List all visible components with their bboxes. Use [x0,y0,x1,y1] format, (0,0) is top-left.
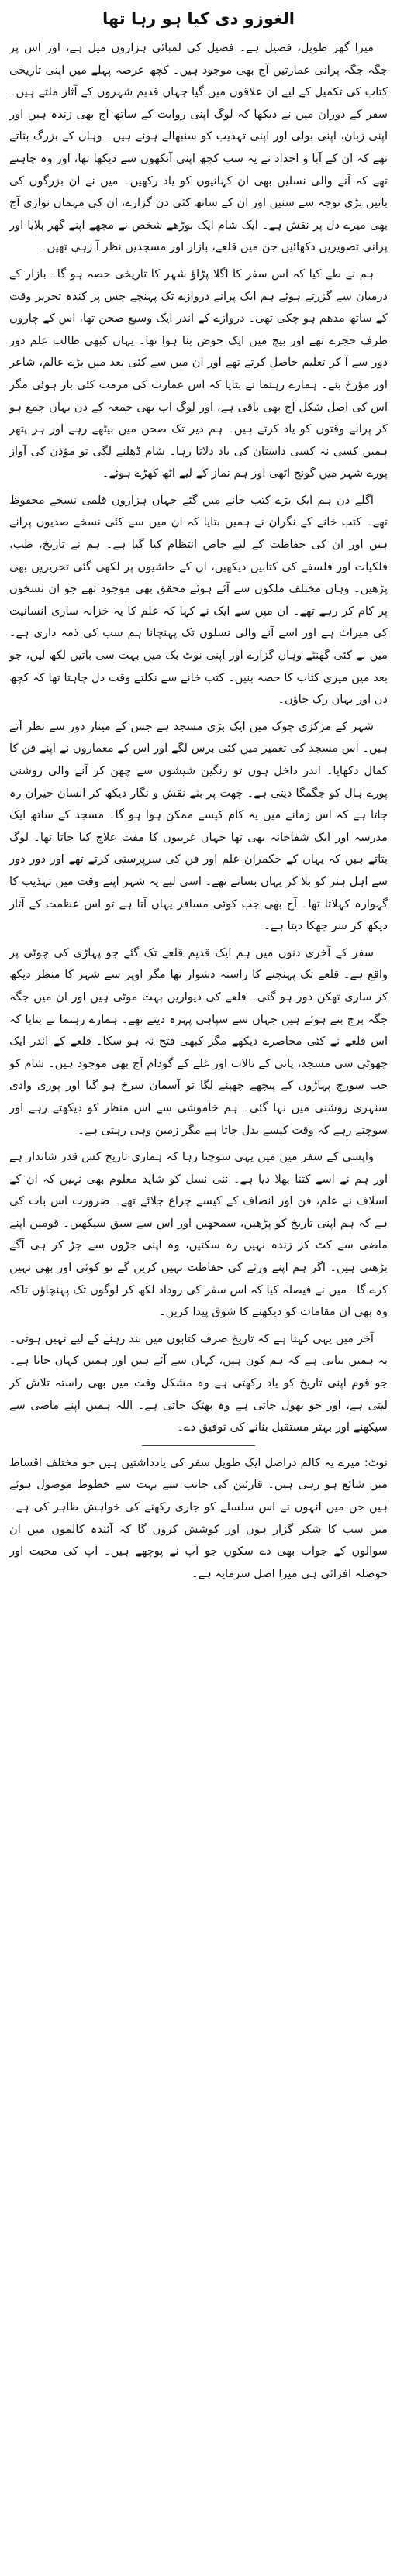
article-title: الغوزو دی کیا ہو رہا تھا [102,9,295,28]
section-divider [142,1445,255,1446]
article-paragraph: سفر کے آخری دنوں میں ہم ایک قدیم قلعے تک گئے جو پہاڑی کی چوٹی پر واقع ہے۔ قلعے تک پہنچنے کا راستہ دشوار تھا مگر اوپر سے شہر کا منظر دیکھ کر ساری تھکن دور ہو گئی۔ قلعے کی دیواریں بہت موٹی ہیں اور ان میں جگہ جگہ برج بنے ہوئے ہیں جہاں سے سپاہی پہرہ دیتے تھے۔ ہمارے رہنما نے بتایا کہ اس قلعے نے کئی محاصرے دیکھے مگر کبھی فتح نہ ہو سکا۔ قلعے کے اندر ایک چھوٹی سی مسجد، پانی کے تالاب اور غلے کے گودام آج بھی موجود ہیں۔ شام کو جب سورج پہاڑوں کے پیچھے چھپنے لگا تو آسمان سرخ ہو گیا اور پوری وادی سنہری روشنی میں نہا گئی۔ ہم خاموشی سے اس منظر کو دیکھتے رہے اور سوچتے رہے کہ وقت کیسے بدل جاتا ہے مگر زمین وہی رہتی ہے۔ [9,945,388,1137]
author-note: نوٹ: میرے یہ کالم دراصل ایک طویل سفر کی یادداشتیں ہیں جو مختلف اقساط میں شائع ہو رہی ہیں۔ قارئین کی جانب سے بہت سے خطوط موصول ہوئے ہیں جن میں انہوں نے اس سلسلے کو جاری رکھنے کی خواہش ظاہر کی ہے۔ میں سب کا شکر گزار ہوں اور کوشش کروں گا کہ آئندہ کالموں میں ان سوالوں کے جواب بھی دے سکوں جو آپ نے پوچھے ہیں۔ آپ کی محبت اور حوصلہ افزائی ہی میرا اصل سرمایہ ہے۔ [9,1455,388,1580]
article-paragraph: میرا گھر طویل، فصیل ہے۔ فصیل کی لمبائی ہزاروں میل ہے، اور اس پر جگہ جگہ پرانی عمارتیں آج بھی موجود ہیں۔ کچھ عرصہ پہلے میں اپنی تاریخی کتاب کی تکمیل کے لیے ان علاقوں میں گیا جہاں قدیم شہروں کے آثار ملتے ہیں۔ سفر کے دوران میں نے دیکھا کہ لوگ اپنی روایت کے ساتھ آج بھی زندہ ہیں اور اپنی زبان، اپنی بولی اور اپنی تہذیب کو سنبھالے ہوئے ہیں۔ وہاں کے بزرگ بتاتے تھے کہ ان کے آبا و اجداد نے یہ سب کچھ اپنی آنکھوں سے دیکھا تھا، اور وہ چاہتے تھے کہ آنے والی نسلیں بھی ان کہانیوں کو یاد رکھیں۔ میں نے ان بزرگوں کی باتیں بڑی توجہ سے سنیں اور ان کے ساتھ کئی دن گزارے، ان کی مہمان نوازی آج بھی میرے دل پر نقش ہے۔ ایک شام ایک بوڑھے شخص نے مجھے اپنے گھر بلایا اور پرانی تصویریں دکھائیں جن میں قلعے، بازار اور مسجدیں نظر آ رہی تھیں۔ [9,41,388,254]
article-paragraph: واپسی کے سفر میں میں یہی سوچتا رہا کہ ہماری تاریخ کس قدر شاندار ہے اور ہم نے اسے کتنا بھلا دیا ہے۔ نئی نسل کو شاید معلوم بھی نہیں کہ ان کے اسلاف نے علم، فن اور انصاف کے کیسے چراغ جلائے تھے۔ ضرورت اس بات کی ہے کہ ہم اپنی تاریخ کو پڑھیں، سمجھیں اور اس سے سبق سیکھیں۔ قومیں اپنے ماضی سے کٹ کر زندہ نہیں رہ سکتیں، وہ اپنی جڑوں سے جڑ کر ہی آگے بڑھتی ہیں۔ اگر ہم اپنے ورثے کی حفاظت نہیں کریں گے تو کوئی اور بھی نہیں کرے گا۔ میں نے فیصلہ کیا کہ اس سفر کی روداد لکھ کر لوگوں تک پہنچاؤں تاکہ وہ بھی ان مقامات کو دیکھنے کا شوق پیدا کریں۔ [9,1150,388,1319]
article-paragraph: آخر میں یہی کہنا ہے کہ تاریخ صرف کتابوں میں بند رہنے کے لیے نہیں ہوتی۔ یہ ہمیں بتاتی ہے کہ ہم کون ہیں، کہاں سے آئے ہیں اور ہمیں کہاں جانا ہے۔ جو قوم اپنی تاریخ کو یاد رکھتی ہے وہ مشکل وقت میں بھی راستہ تلاش کر لیتی ہے، اور جو بھول جاتی ہے وہ بھٹک جاتی ہے۔ اللہ ہمیں اپنے ماضی سے سیکھنے اور بہتر مستقبل بنانے کی توفیق دے۔ [9,1331,388,1434]
article-paragraph: شہر کے مرکزی چوک میں ایک بڑی مسجد ہے جس کے مینار دور سے نظر آتے ہیں۔ اس مسجد کی تعمیر میں کئی برس لگے اور اس کے معماروں نے اپنے فن کا کمال دکھایا۔ اندر داخل ہوں تو رنگین شیشوں سے چھن کر آنے والی روشنی پورے ہال کو جگمگا دیتی ہے۔ چھت پر بنے نقش و نگار دیکھ کر انسان حیران رہ جاتا ہے کہ اس زمانے میں یہ کام کیسے ممکن ہوا ہو گا۔ مسجد کے ساتھ ایک مدرسہ اور ایک شفاخانہ بھی تھا جہاں غریبوں کا مفت علاج کیا جاتا تھا۔ لوگ بتاتے ہیں کہ یہاں کے حکمران علم اور فن کی سرپرستی کرتے تھے اور دور دور سے اہل ہنر کو بلا کر یہاں بساتے تھے۔ اسی لیے یہ شہر اپنے وقت میں تہذیب کا گہوارہ کہلاتا تھا۔ آج بھی جب کوئی مسافر یہاں آتا ہے تو اس عظمت کے آثار دیکھ کر سر جھکا دیتا ہے۔ [9,719,388,933]
article-paragraph: ہم نے طے کیا کہ اس سفر کا اگلا پڑاؤ شہر کا تاریخی حصہ ہو گا۔ بازار کے درمیان سے گزرتے ہوئے ہم ایک پرانے دروازے تک پہنچے جس پر کندہ تحریر وقت کے ساتھ مدھم ہو چکی تھی۔ دروازے کے اندر ایک وسیع صحن تھا، اس کے چاروں طرف حجرے تھے اور بیچ میں ایک حوض بنا ہوا تھا۔ یہاں کبھی طالب علم دور دور سے آ کر تعلیم حاصل کرتے تھے اور ان میں سے کئی بعد میں بڑے عالم، شاعر اور مؤرخ بنے۔ ہمارے رہنما نے بتایا کہ اس عمارت کی مرمت کئی بار ہوئی مگر اس کی اصل شکل آج بھی باقی ہے، اور لوگ اب بھی جمعہ کے دن یہاں جمع ہو کر پرانے وقتوں کو یاد کرتے ہیں۔ ہم دیر تک صحن میں بیٹھے رہے اور ہر پتھر ہمیں کسی نہ کسی داستان کی یاد دلاتا رہا۔ شام ڈھلنے لگی تو مؤذن کی آواز پورے شہر میں گونج اٹھی اور ہم نماز کے لیے اٹھ کھڑے ہوئے۔ [9,267,388,480]
article-paragraph: اگلے دن ہم ایک بڑے کتب خانے میں گئے جہاں ہزاروں قلمی نسخے محفوظ تھے۔ کتب خانے کے نگران نے ہمیں بتایا کہ ان میں سے کئی نسخے صدیوں پرانے ہیں اور ان کی حفاظت کے لیے خاص انتظام کیا گیا ہے۔ ہم نے تاریخ، طب، فلکیات اور فلسفے کی کتابیں دیکھیں، ان کے حاشیوں پر لکھی گئی تحریریں بھی پڑھیں۔ وہاں مختلف ملکوں سے آئے ہوئے محقق بھی موجود تھے جو ان نسخوں پر کام کر رہے تھے۔ ان میں سے ایک نے کہا کہ علم کا یہ خزانہ ساری انسانیت کی میراث ہے اور اسے آنے والی نسلوں تک پہنچانا ہم سب کی ذمہ داری ہے۔ میں نے کئی گھنٹے وہاں گزارے اور اپنی نوٹ بک میں بہت سی باتیں لکھ لیں، جو بعد میں میری کتاب کا حصہ بنیں۔ کتب خانے سے نکلتے وقت دل چاہتا تھا کہ کچھ دن اور یہاں رک جاؤں۔ [9,493,388,707]
